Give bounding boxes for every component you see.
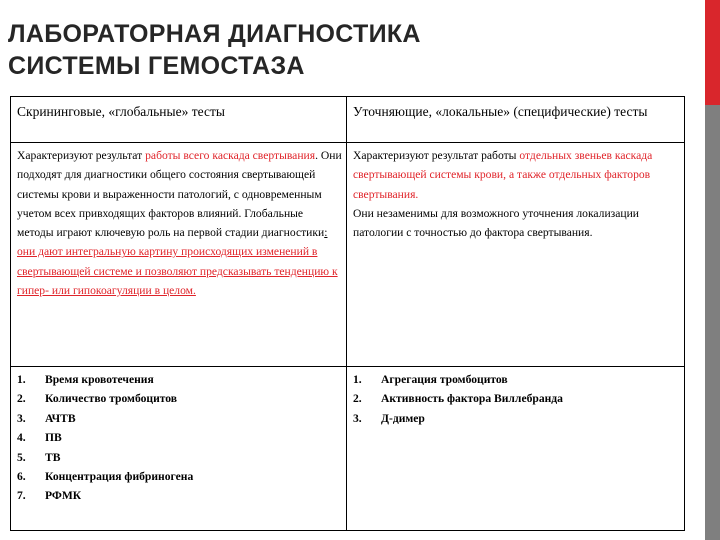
list-number: 2.: [17, 392, 26, 406]
desc-text: . Они подходят для диагностики общего состояния свертывающей системы крови и выраженности патологий, с одновременным учетом всех привходящих факторов влияний. Глобальные методы играют ключевую роль на первой стадии диагностики: [17, 149, 342, 240]
list-number: 5.: [17, 450, 26, 464]
screening-tests-list: [11, 367, 347, 531]
comparison-table: [10, 96, 685, 531]
list-item: [17, 467, 342, 486]
list-label: ПВ: [45, 431, 62, 445]
list-number: 2.: [353, 392, 362, 406]
screening-description: [11, 143, 347, 367]
list-item: [17, 448, 342, 467]
desc-highlight: работы всего каскада свертывания: [145, 149, 316, 162]
list-item: [17, 428, 342, 447]
title-line-1: ЛАБОРАТОРНАЯ ДИАГНОСТИКА: [8, 20, 421, 48]
list-number: 3.: [353, 411, 362, 425]
list-number: 7.: [17, 489, 26, 503]
list-label: Концентрация фибриногена: [45, 470, 194, 484]
desc-text: Характеризуют результат: [17, 149, 146, 162]
title-line-2: СИСТЕМЫ ГЕМОСТАЗА: [8, 52, 305, 80]
list-label: РФМК: [45, 489, 82, 503]
desc-highlight-underlined: они дают интегральную картину происходящих изменений в свертывающей системе и позволяют предсказывать тенденцию к гипер- или гипокоагуляции в целом.: [17, 245, 338, 298]
specific-tests-list: [347, 367, 685, 531]
header-specific-tests: Уточняющие, «локальные» (специфические) тесты: [347, 97, 685, 143]
desc-text: :: [324, 226, 328, 240]
accent-bar-red: [705, 0, 720, 105]
list-number: 6.: [17, 470, 26, 484]
header-screening-tests: Скрининговые, «глобальные» тесты: [11, 97, 347, 143]
list-number: 3.: [17, 411, 26, 425]
list-number: 1.: [17, 373, 26, 386]
tests-row: [11, 367, 685, 531]
table-header-row: [11, 97, 685, 143]
list-label: ТВ: [45, 450, 61, 464]
list-item: [353, 370, 680, 389]
list-label: Время кровотечения: [45, 373, 154, 386]
list-label: АЧТВ: [45, 411, 76, 425]
list-label: Активность фактора Виллебранда: [381, 392, 563, 406]
list-item: [17, 389, 342, 408]
list-label: Агрегация тромбоцитов: [381, 373, 508, 386]
desc-text: Характеризуют результат работы: [353, 149, 520, 162]
list-item: [17, 486, 342, 505]
list-item: [17, 370, 342, 389]
specific-description: [347, 143, 685, 367]
list-item: [17, 409, 342, 428]
list-item: [353, 389, 680, 408]
list-item: [353, 409, 680, 428]
description-row: [11, 143, 685, 367]
page-title: [8, 18, 421, 82]
desc-text: Они незаменимы для возможного уточнения локализации патологии с точностью до фактора свертывания.: [353, 206, 639, 240]
list-number: 4.: [17, 431, 26, 445]
desc-highlight: отдельных звеньев каскада свертывающей системы крови, а также отдельных факторов свертывания.: [353, 149, 653, 201]
list-label: Д-димер: [381, 411, 425, 425]
accent-bar-gray: [705, 105, 720, 540]
list-number: 1.: [353, 373, 362, 386]
list-label: Количество тромбоцитов: [45, 392, 178, 406]
